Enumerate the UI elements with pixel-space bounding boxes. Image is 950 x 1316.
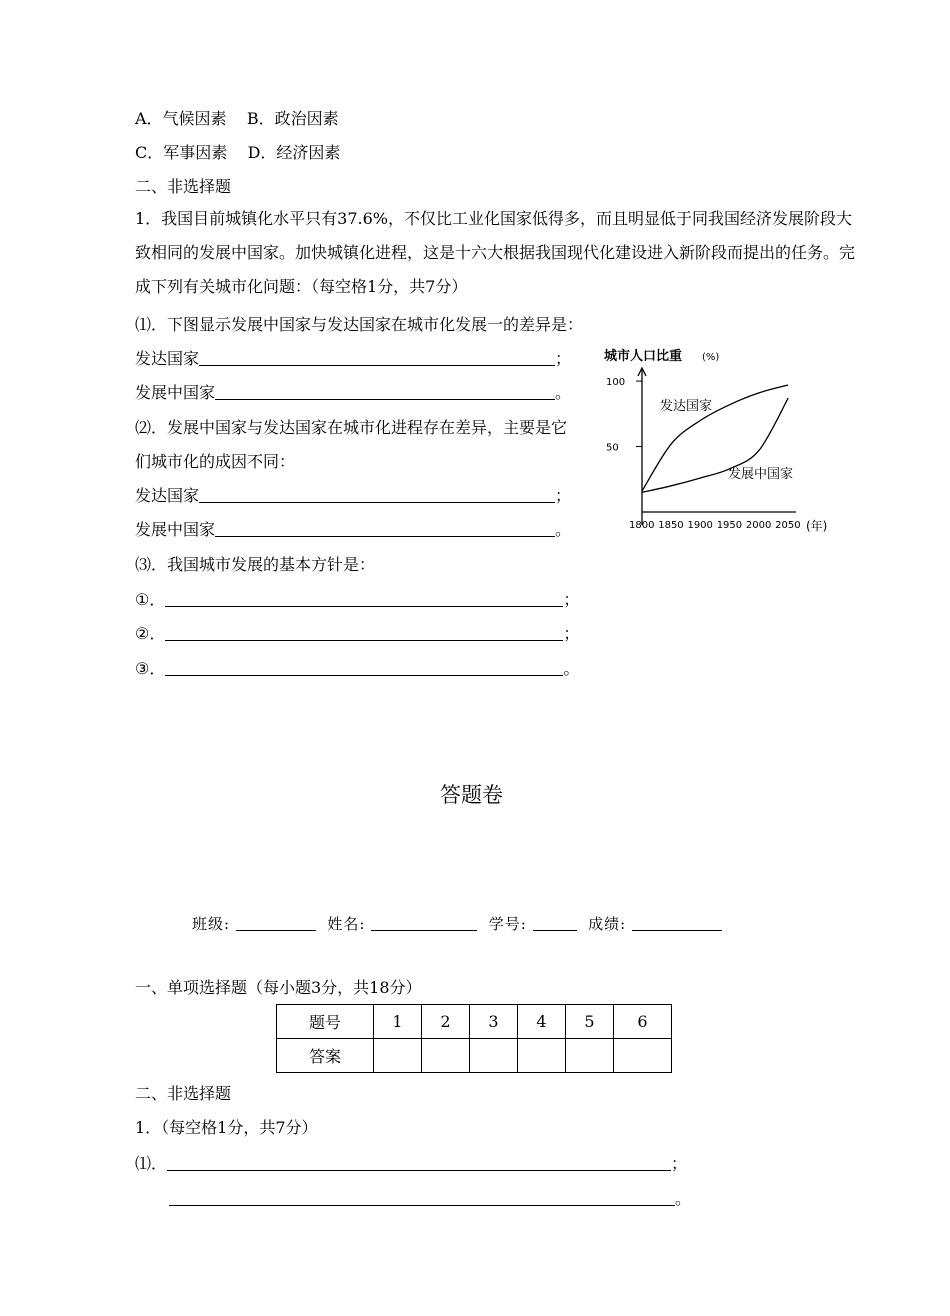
student-info-row (192, 914, 722, 934)
series-label-developing: 发展中国家 (728, 467, 794, 482)
q1-sub3: ⑶．我国城市发展的基本方针是： (135, 555, 376, 574)
q1-sub1-developed: 发达国家 ； (135, 349, 572, 368)
x-tick-label: 1900 (687, 520, 713, 531)
y-tick-label: 50 (606, 442, 619, 454)
table-number: 3 (470, 1005, 518, 1039)
answer-blank[interactable] (167, 1154, 671, 1171)
x-tick-label: 1850 (658, 520, 684, 531)
answer-cell[interactable] (470, 1039, 518, 1073)
answer-blank[interactable] (165, 624, 563, 641)
q1-intro: 1．我国目前城镇化水平只有37.6%，不仅比工业化国家低得多，而且明显低于同我国经济发展阶段大致相同的发展中国家。加快城镇化进程，这是十六大根据我国现代化建设进入新阶段而提出的任务。完成下列有关城市化问题：（每空格1分，共7分） (135, 209, 856, 296)
q1-sub3-item-2: ②． ； (135, 624, 580, 643)
answer-blank[interactable] (165, 659, 563, 676)
score-field[interactable] (632, 914, 722, 931)
y-tick-label: 100 (606, 377, 626, 389)
urbanization-chart (596, 342, 846, 542)
answer-sheet-title: 答题卷 (440, 783, 503, 807)
table-number: 6 (614, 1005, 672, 1039)
answer-cell[interactable] (566, 1039, 614, 1073)
x-tick-label: 2000 (745, 520, 772, 531)
chart-title: 城市人口比重 (604, 349, 683, 364)
choice-b: B．政治因素 (246, 109, 339, 128)
class-label: 班级: (192, 915, 231, 933)
chart-ylabel: (%) (702, 352, 720, 363)
answer-cell[interactable] (422, 1039, 470, 1073)
answer-section-1: 一、单项选择题（每小题3分，共18分） (135, 978, 422, 997)
answer-blank[interactable] (199, 349, 555, 366)
name-label: 姓名: (327, 915, 366, 933)
answer-table (276, 1004, 672, 1073)
q1-sub2: ⑵．发展中国家与发达国家在城市化进程存在差异，主要是它们城市化的成因不同： (135, 418, 568, 471)
q1-sub2-developing: 发展中国家 。 (135, 520, 572, 539)
series-label-developed: 发达国家 (660, 399, 713, 414)
answer-q1: 1．（每空格1分，共7分） (135, 1118, 318, 1137)
answer-cell[interactable] (374, 1039, 422, 1073)
table-header-label: 题号 (277, 1005, 374, 1039)
table-number: 2 (422, 1005, 470, 1039)
name-field[interactable] (371, 914, 477, 931)
answer-section-2: 二、非选择题 (135, 1084, 232, 1103)
answer-blank[interactable] (169, 1189, 675, 1206)
answer-blank[interactable] (215, 520, 555, 537)
table-answer-label: 答案 (277, 1039, 374, 1073)
choice-d: D．经济因素 (247, 143, 341, 162)
answer-q1-sub1-line2: 。 (169, 1189, 691, 1209)
x-tick-label: 2050 (775, 520, 801, 531)
answer-q1-sub1-line1: ⑴． ； (135, 1154, 688, 1173)
section-2-heading: 二、非选择题 (135, 177, 232, 196)
q1-sub3-item-3: ③． 。 (135, 659, 580, 678)
choice-c: C．军事因素 (135, 143, 228, 162)
chart-xlabel: (年) (806, 519, 828, 533)
answer-cell[interactable] (614, 1039, 672, 1073)
choice-a: A．气候因素 (135, 109, 227, 128)
answer-blank[interactable] (199, 486, 555, 503)
table-number: 5 (566, 1005, 614, 1039)
q1-sub2-developed: 发达国家 ； (135, 486, 572, 505)
q1-sub3-item-1: ①． ； (135, 590, 580, 609)
table-row-answer (277, 1039, 672, 1073)
answer-cell[interactable] (518, 1039, 566, 1073)
answer-blank[interactable] (165, 590, 563, 607)
x-tick-label: 1950 (716, 520, 743, 531)
choice-line-1 (135, 109, 339, 129)
q1-sub1-developing: 发展中国家 。 (135, 383, 572, 402)
x-tick-label: 1800 (629, 520, 655, 531)
choice-line-2 (135, 143, 340, 163)
answer-blank[interactable] (215, 383, 555, 400)
table-number: 1 (374, 1005, 422, 1039)
table-number: 4 (518, 1005, 566, 1039)
score-label: 成绩: (588, 915, 627, 933)
number-field[interactable] (533, 914, 577, 931)
number-label: 学号: (488, 915, 527, 933)
table-row-header (277, 1005, 672, 1039)
q1-sub1: ⑴．下图显示发展中国家与发达国家在城市化发展一的差异是： (135, 315, 584, 334)
class-field[interactable] (236, 914, 316, 931)
